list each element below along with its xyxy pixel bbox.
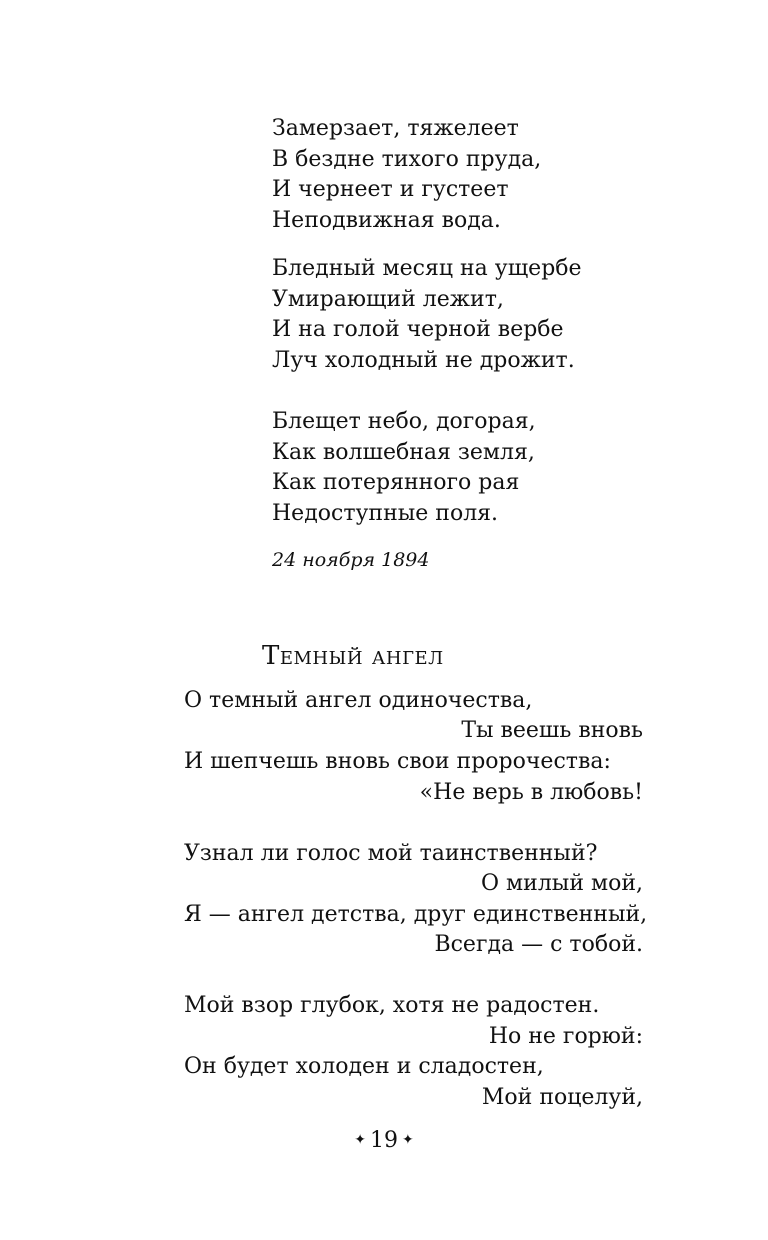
verse-line: И чернеет и густеет [272, 177, 509, 202]
verse-line: Умирающий лежит, [272, 287, 504, 312]
verse-line: О темный ангел одиночества, [184, 688, 533, 713]
verse-line-indented: Но не горюй: [488, 1024, 643, 1049]
verse-line-indented: Всегда — с тобой. [434, 932, 643, 957]
ornament-left-icon: ✦ [354, 1132, 366, 1148]
verse-line-indented: О милый мой, [481, 871, 643, 896]
verse-line: Я — ангел детства, друг единственный, [184, 902, 648, 927]
verse-line-indented: Мой поцелуй, [481, 1085, 643, 1110]
verse-line: Узнал ли голос мой таинственный? [184, 841, 598, 866]
verse-line: В бездне тихого пруда, [272, 147, 542, 172]
verse-line: И шепчешь вновь свои пророчества: [184, 749, 611, 774]
verse-line: Замерзает, тяжелеет [272, 116, 519, 141]
verse-line: Недоступные поля. [272, 501, 499, 526]
verse-line: Как потерянного рая [272, 470, 520, 495]
page-footer [0, 1128, 768, 1153]
verse-line: Бледный месяц на ущербе [272, 256, 582, 281]
verse-line-indented: «Не верь в любовь! [419, 780, 643, 805]
verse-line: И на голой черной вербе [272, 317, 564, 342]
verse-line: Как волшебная земля, [272, 440, 535, 465]
verse-line-indented: Ты веешь вновь [461, 718, 643, 743]
verse-line: Луч холодный не дрожит. [272, 348, 575, 373]
verse-line: Неподвижная вода. [272, 208, 501, 233]
verse-line: Блещет небо, догорая, [272, 409, 536, 434]
ornament-right-icon: ✦ [402, 1132, 414, 1148]
page-number: 19 [370, 1128, 398, 1153]
verse-line: Он будет холоден и сладостен, [184, 1054, 544, 1079]
poem-date: 24 ноября 1894 [272, 549, 430, 571]
verse-line: Мой взор глубок, хотя не радостен. [184, 993, 600, 1018]
poem-title: Темный ангел [262, 641, 444, 671]
